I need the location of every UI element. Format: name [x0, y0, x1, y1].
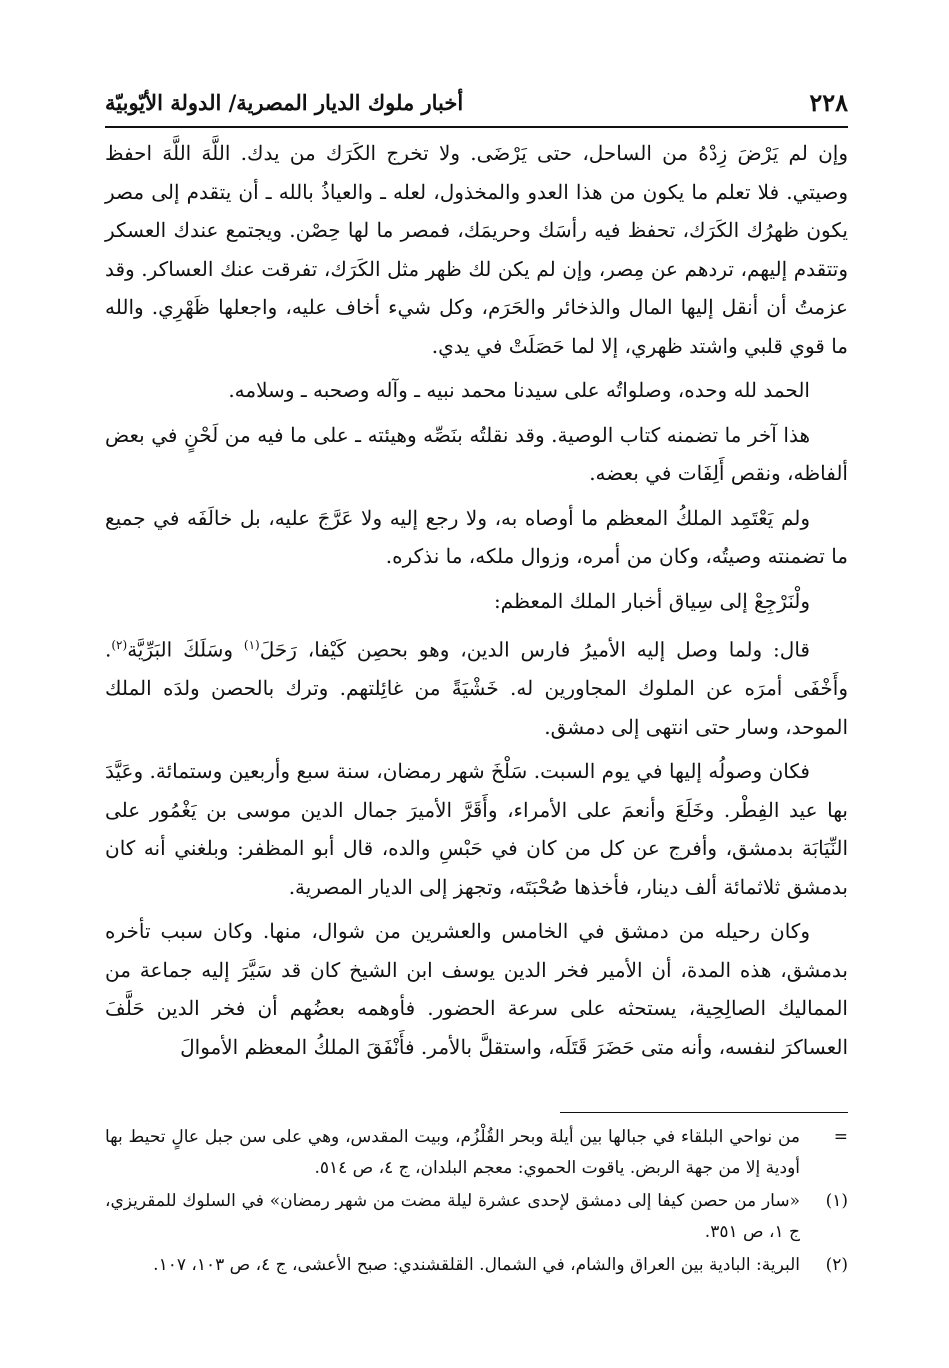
paragraph: وإن لم يَرْضَ زِدْهُ من الساحل، حتى يَرْضَى. ولا تخرج الكَرَك من يدك. اللَّهَ اللَّهَ احفظ وصيتي. فلا تعلم ما يكون من هذا العدو والمخذول، لعله ـ والعياذُ بالله ـ أن يتقدم إلى مصر يكون ظهرُك الكَرَك، تحفظ فيه رأسَك وحريمَك، فمصر ما لها حِصْن. ويجتمع عندك العسكر وتتقدم إليهم، تردهم عن مِصر، وإن لم يكن لك ظهر مثل الكَرَك، تفرقت عنك العساكر. وقد عزمتُ أن أنقل إليها المال والذخائر والحَرَم، وكل شيء أخاف عليه، واجعلها ظَهْرِي. والله ما قوي قلبي واشتد ظهري، إلا لما حَصَلَتْ في يدي. — [105, 141, 848, 358]
paragraph: ولْنَرْجِعْ إلى سِياق أخبار الملك المعظم: — [493, 588, 810, 613]
paragraph-text: . وأَخْفَى أمرَه عن الملوك المجاورين له. خَشْيَةً من غائِلتهم. وترك بالحصن ولدَه الملك الموحد، وسار حتى انتهى إلى دمشق. — [105, 637, 848, 739]
paragraph — [105, 626, 848, 746]
footnotes — [105, 1122, 848, 1283]
footnote — [105, 1186, 848, 1248]
footnote-divider — [560, 1112, 848, 1113]
footnote-text: من نواحي البلقاء في جبالها بين أيلة وبحر القُلْزُم، وبيت المقدس، وهي على سن جبل عالٍ تحيط بها أودية إلا من جهة الربض. ياقوت الحموي: معجم البلدان، ج ٤، ص ٥١٤. — [105, 1127, 800, 1178]
paragraph: ولم يَعْتَمِد الملكُ المعظم ما أوصاه به، ولا رجع إليه ولا عَرَّجَ عليه، بل خالَفَه في جميع ما تضمنته وصيتُه، وكان من أمره، وزوال ملكه، ما نذكره. — [105, 505, 848, 568]
footnote-mark: (٢) — [825, 1255, 848, 1275]
footnote-mark: = — [833, 1127, 848, 1147]
footnote-text: «سار من حصن كيفا إلى دمشق لإحدى عشرة ليلة مضت من شهر رمضان» في السلوك للمقريزي، ج ١، ص ٣٥١. — [105, 1191, 800, 1242]
paragraph: الحمد لله وحده، وصلواتُه على سيدنا محمد نبيه ـ وآله وصحبه ـ وسلامه. — [228, 378, 810, 402]
page-number: ٢٢٨ — [809, 88, 848, 117]
paragraph-text: وسَلَكَ البَرِّيَّة — [127, 637, 244, 662]
paragraph-text: قال: ولما وصل إليه الأميرُ فارس الدين، وهو بحصِن كَيْفا، رَحَلَ — [259, 637, 810, 662]
footnote-reference: (٢) — [111, 638, 128, 652]
main-text — [105, 134, 848, 1072]
page-header — [105, 82, 848, 128]
paragraph: هذا آخر ما تضمنه كتاب الوصية. وقد نقلتُه بنَصِّه وهيئته ـ على ما فيه من لَحْنٍ في بعض ألفاظه، ونقص أَلِفَات في بعضه. — [105, 422, 848, 485]
footnote-mark: (١) — [825, 1191, 848, 1211]
running-title: أخبار ملوك الديار المصرية/ الدولة الأيّوبيّة — [105, 90, 464, 115]
footnote-reference: (١) — [243, 638, 260, 652]
footnote — [105, 1250, 848, 1281]
paragraph: وكان رحيله من دمشق في الخامس والعشرين من شوال، منها. وكان سبب تأخره بدمشق، هذه المدة، أن الأمير فخر الدين يوسف ابن الشيخ كان قد سَيَّرَ إليه جماعة من المماليك الصالِحِية، يستحثه على سرعة الحضور. فأوهمه بعضُهم أن فخر الدين حَلَّفَ العساكرَ لنفسه، وأنه متى حَضَرَ قَتَلَه، واستقلَّ بالأمر. فأَنْفَقَ الملكُ المعظم الأموالَ — [105, 919, 848, 1059]
paragraph: فكان وصولُه إليها في يوم السبت. سَلْخَ شهر رمضان، سنة سبع وأربعين وستمائة. وعَيَّدَ بها عيد الفِطْر. وخَلَعَ وأنعمَ على الأمراء، وأَقَرَّ الأميرَ جمال الدين موسى بن يَغْمُور على النِّيَابَة بدمشق، وأفرج عن كل من كان في حَبْسِ والده، قال أبو المظفر: وبلغني أنه كان بدمشق ثلاثمائة ألف دينار، فأخذها صُحْبَتَه، وتجهز إلى الديار المصرية. — [105, 759, 848, 899]
footnote — [105, 1122, 848, 1184]
footnote-text: البرية: البادية بين العراق والشام، في الشمال. القلقشندي: صبح الأعشى، ج ٤، ص ١٠٣، ١٠٧. — [153, 1255, 800, 1275]
